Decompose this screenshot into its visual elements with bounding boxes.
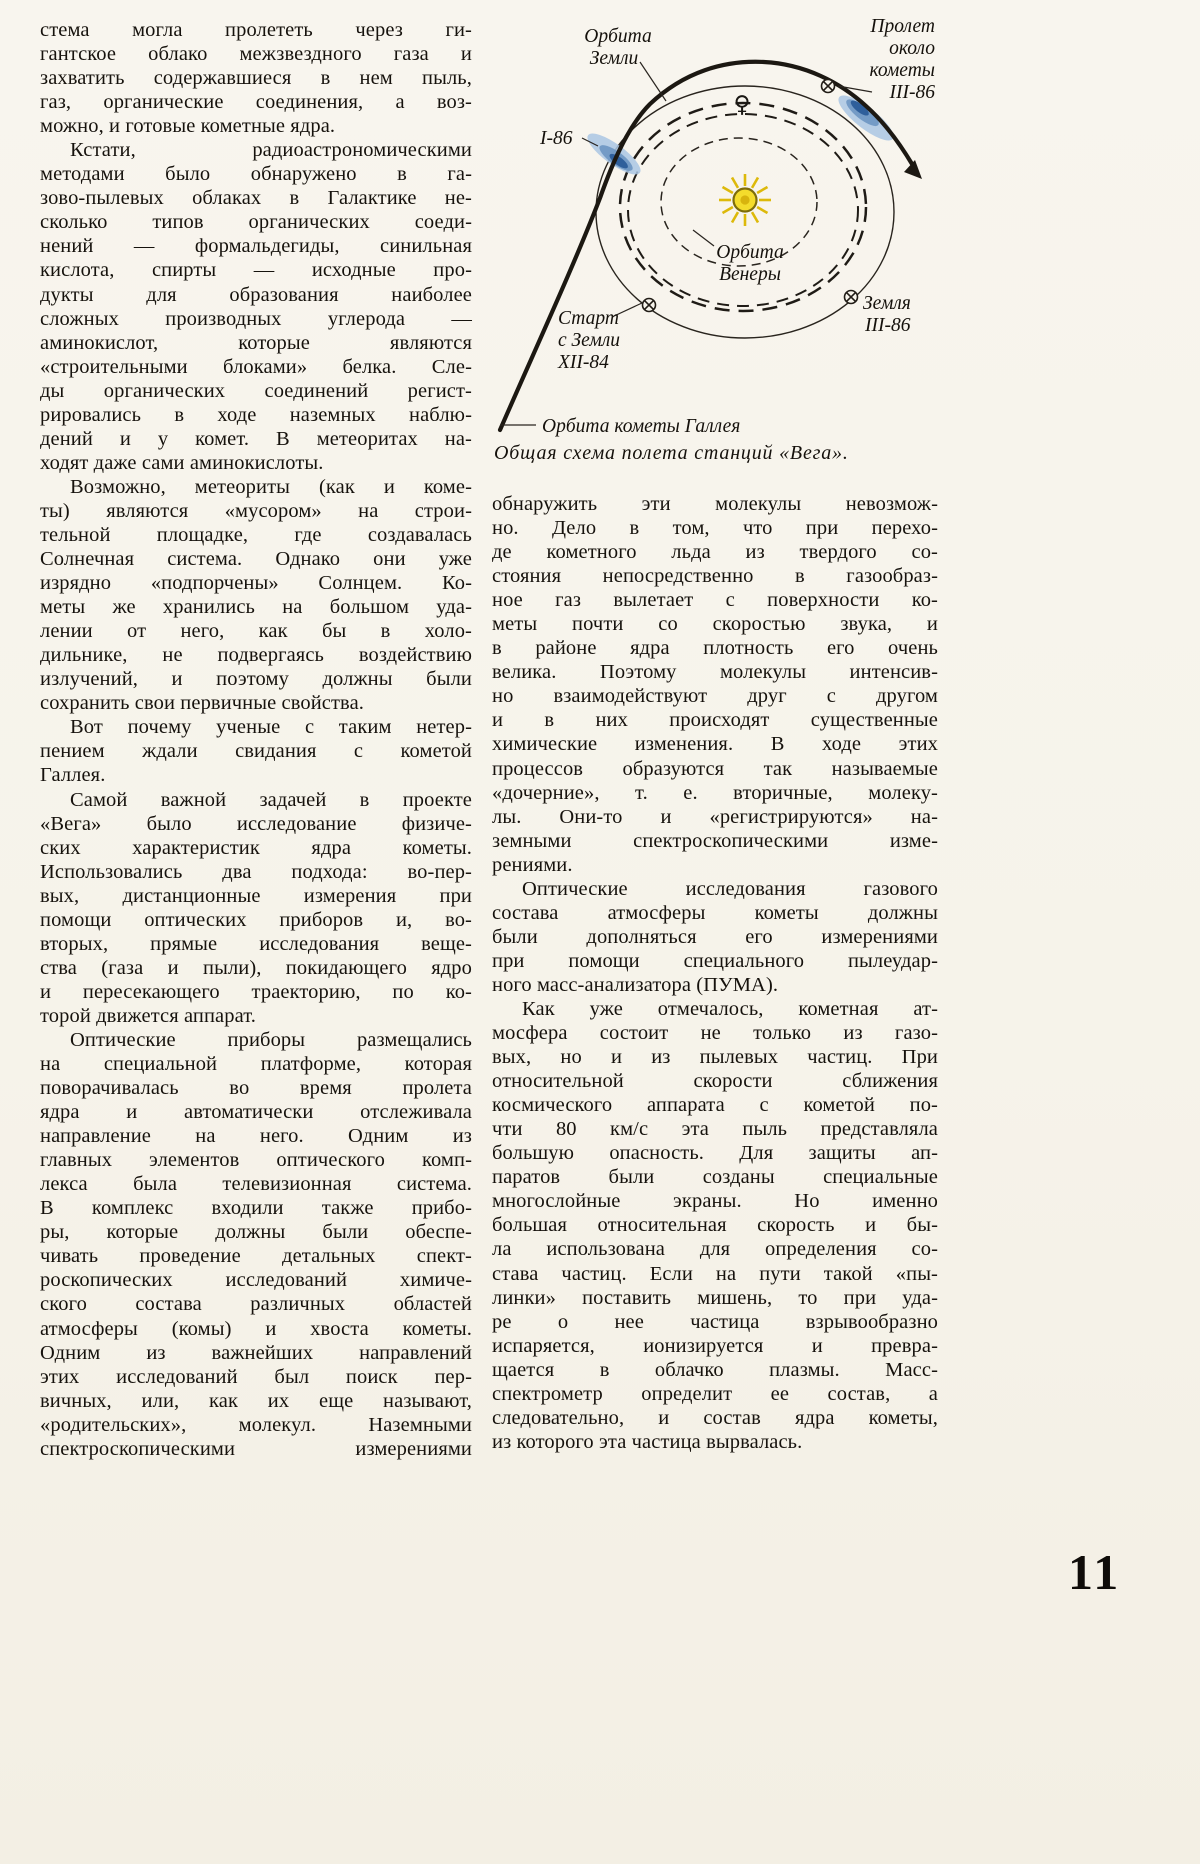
text-line: сохранить свои первичные свойства. — [40, 692, 364, 715]
text-line: следовательно, и состав ядра кометы, — [492, 1406, 938, 1429]
text-line: де кометного льда из твердого со- — [492, 541, 938, 564]
flyby-label: III-86 — [889, 82, 935, 103]
text-line: атмосферы (комы) и хвоста кометы. — [40, 1317, 472, 1340]
start-label: XII-84 — [558, 352, 609, 373]
text-line: химические изменения. В ходе этих — [492, 733, 938, 756]
text-line: и пересекающего траекторию, по ко- — [40, 980, 472, 1003]
page-number: 11 — [1068, 1544, 1122, 1600]
text-line: состава атмосферы кометы должны — [492, 901, 938, 924]
text-line: Использовались два подхода: во-пер- — [40, 860, 472, 883]
text-line: «дочерние», т. е. вторичные, молеку- — [492, 781, 938, 804]
text-line: методами было обнаружено в га- — [40, 163, 472, 186]
text-line: рениями. — [492, 853, 573, 876]
text-line: большую опасность. Для защиты ап- — [492, 1142, 938, 1165]
text-line: поворачивалась во время пролета — [40, 1077, 472, 1100]
text-line: земными спектроскопическими изме- — [492, 829, 938, 852]
text-line: на специальной платформе, которая — [40, 1053, 472, 1076]
diagram-svg — [488, 6, 958, 442]
text-line: щается в облачко плазмы. Масс- — [492, 1358, 938, 1381]
text-line: захватить содержавшиеся в нем пыль, — [40, 67, 472, 90]
text-line: вых, но и из пылевых частиц. При — [492, 1046, 938, 1069]
text-line: космического аппарата с кометой по- — [492, 1094, 938, 1117]
venus-orbit-label: Орбита — [716, 242, 784, 263]
flyby-label: около — [889, 38, 935, 59]
text-line: сложных производных углерода — — [40, 307, 472, 330]
text-line: Галлея. — [40, 764, 106, 787]
text-line: кислота, спирты — исходные про- — [40, 259, 472, 282]
text-line: испаряется, ионизируется и превра- — [492, 1334, 938, 1357]
text-line: ры, которые должны были обеспе- — [40, 1221, 472, 1244]
earth-iii86-label: III-86 — [865, 315, 911, 336]
text-line: дений и у комет. В метеоритах на- — [40, 427, 472, 450]
earth-orbit-callout — [640, 62, 666, 101]
sun-icon — [719, 174, 771, 226]
flyby-label: кометы — [869, 60, 935, 81]
text-line: многослойные экраны. Но именно — [492, 1190, 938, 1213]
text-line: излучений, и поэтому должны были — [40, 668, 472, 691]
figure-caption: Общая схема полета станций «Вега». — [494, 442, 849, 464]
text-line: дукты для образования наиболее — [40, 283, 472, 306]
text-line: ла использована для определения со- — [492, 1238, 938, 1261]
text-line: Кстати, радиоастрономическими — [70, 139, 472, 162]
text-line: Возможно, метеориты (как и коме- — [70, 475, 472, 498]
text-line: в районе ядра плотность его очень — [492, 637, 938, 660]
text-line: Оптические исследования газового — [522, 877, 938, 900]
text-line: лы. Они-то и «регистрируются» на- — [492, 805, 938, 828]
text-line: главных элементов оптического комп- — [40, 1149, 472, 1172]
text-line: роскопических исследований химиче- — [40, 1269, 472, 1292]
text-line: ства (газа и пыли), покидающего ядро — [40, 956, 472, 979]
text-line: Солнечная система. Однако они уже — [40, 548, 472, 571]
text-line: ного масс-анализатора (ПУМА). — [492, 973, 779, 996]
text-line: меты почти со скоростью звука, и — [492, 613, 938, 636]
earth-orbit-label: Земли — [589, 48, 639, 69]
text-line: паратов были созданы специальные — [492, 1166, 938, 1189]
text-line: процессов образуются так называемые — [492, 757, 938, 780]
earth-iii86-label: Земля — [863, 293, 911, 314]
text-line: сколько типов органических соеди- — [40, 211, 472, 234]
text-line: аминокислот, которые являются — [40, 331, 472, 354]
halley-orbit-label: Орбита кометы Галлея — [542, 416, 741, 437]
text-line: нений — формальдегиды, синильная — [40, 235, 472, 258]
text-line: ды органических соединений регист- — [40, 379, 472, 402]
flyby-mark-icon — [822, 80, 835, 93]
left-text-column — [40, 18, 472, 1461]
venus-orbit-label: Венеры — [719, 264, 781, 285]
flyby-label: Пролет — [870, 16, 935, 37]
text-line: В комплекс входили также прибо- — [40, 1197, 472, 1220]
orbit-arrowhead-icon — [904, 160, 922, 179]
text-line: спектроскопическими измерениями — [40, 1437, 472, 1460]
start-mark-icon — [643, 299, 656, 312]
text-line: ное газ вылетает с поверхности ко- — [492, 589, 938, 612]
text-line: обнаружить эти молекулы невозмож- — [492, 493, 938, 515]
text-line: вторых, прямые исследования веще- — [40, 932, 472, 955]
text-line: вичных, или, как их еще называют, — [40, 1389, 472, 1412]
text-line: этих исследований был поиск пер- — [40, 1365, 472, 1388]
text-line: и в них происходят существенные — [492, 709, 938, 732]
text-line: стема могла пролететь через ги- — [40, 19, 472, 41]
text-line: можно, и готовые кометные ядра. — [40, 115, 336, 138]
i86-label: I-86 — [540, 128, 573, 149]
text-line: ских характеристик ядра кометы. — [40, 836, 472, 859]
vega-flight-diagram — [488, 6, 958, 442]
start-label: Старт — [558, 308, 619, 329]
text-line: вых, дистанционные измерения при — [40, 884, 472, 907]
text-line: Вот почему ученые с таким нетер- — [70, 716, 472, 739]
text-line: изрядно «подпорчены» Солнцем. Ко- — [40, 572, 472, 595]
text-line: рировались в ходе наземных наблю- — [40, 403, 472, 426]
text-line: ходят даже сами аминокислоты. — [40, 451, 324, 474]
venus-symbol: ♀ — [733, 92, 751, 118]
text-line: были дополняться его измерениями — [492, 925, 938, 948]
text-line: большая относительная скорость и бы- — [492, 1214, 938, 1237]
right-text-column — [492, 492, 938, 1454]
text-line: «строительными блоками» белка. Сле- — [40, 355, 472, 378]
text-line: ты) являются «мусором» на строи- — [40, 499, 472, 522]
text-line: помощи оптических приборов и, во- — [40, 908, 472, 931]
text-line: лекса была телевизионная система. — [40, 1173, 472, 1196]
text-line: Самой важной задачей в проекте — [70, 788, 472, 811]
text-line: ре о нее частица взрывообразно — [492, 1310, 938, 1333]
text-line: при помощи специального пылеудар- — [492, 949, 938, 972]
text-line: «Вега» было исследование физиче- — [40, 812, 472, 835]
text-line: из которого эта частица вырвалась. — [492, 1430, 803, 1453]
text-line: газ, органические соединения, а воз- — [40, 91, 472, 114]
start-label: с Земли — [558, 330, 621, 351]
text-line: велика. Поэтому молекулы интенсив- — [492, 661, 938, 684]
text-line: Оптические приборы размещались — [70, 1028, 472, 1051]
text-line: но. Дело в том, что при перехо- — [492, 517, 938, 540]
text-line: чивать проведение детальных спект- — [40, 1245, 472, 1268]
text-line: Как уже отмечалось, кометная ат- — [522, 997, 938, 1020]
text-line: меты же хранились на большом уда- — [40, 596, 472, 619]
text-line: стояния непосредственно в газообраз- — [492, 565, 938, 588]
earth-iii86-mark-icon — [845, 291, 858, 304]
text-line: мосфера состоит не только из газо- — [492, 1022, 938, 1045]
text-line: тельной площадке, где создавалась — [40, 523, 472, 546]
text-line: става частиц. Если на пути такой «пы- — [492, 1262, 938, 1285]
text-line: но взаимодействуют друг с другом — [492, 685, 938, 708]
text-line: ядра и автоматически отслеживала — [40, 1101, 472, 1124]
earth-orbit-label: Орбита — [584, 26, 652, 47]
text-line: торой движется аппарат. — [40, 1004, 256, 1027]
text-line: «родительских», молекул. Наземными — [40, 1413, 472, 1436]
text-line: линки» поставить мишень, то при уда- — [492, 1286, 938, 1309]
text-line: пением ждали свидания с кометой — [40, 740, 472, 763]
text-line: Одним из важнейших направлений — [40, 1341, 472, 1364]
text-line: чти 80 км/с эта пыль представляла — [492, 1118, 938, 1141]
text-line: лении от него, как бы в холо- — [40, 620, 472, 643]
venus-orbit-callout — [693, 230, 714, 246]
text-line: гантское облако межзвездного газа и — [40, 43, 472, 66]
text-line: ского состава различных областей — [40, 1293, 472, 1316]
text-line: направление на него. Одним из — [40, 1125, 472, 1148]
text-line: зово-пылевых облаках в Галактике не- — [40, 187, 472, 210]
text-line: дильнике, не подвергаясь воздействию — [40, 644, 472, 667]
text-line: спектрометр определит ее состав, а — [492, 1382, 938, 1405]
text-line: относительной скорости сближения — [492, 1070, 938, 1093]
